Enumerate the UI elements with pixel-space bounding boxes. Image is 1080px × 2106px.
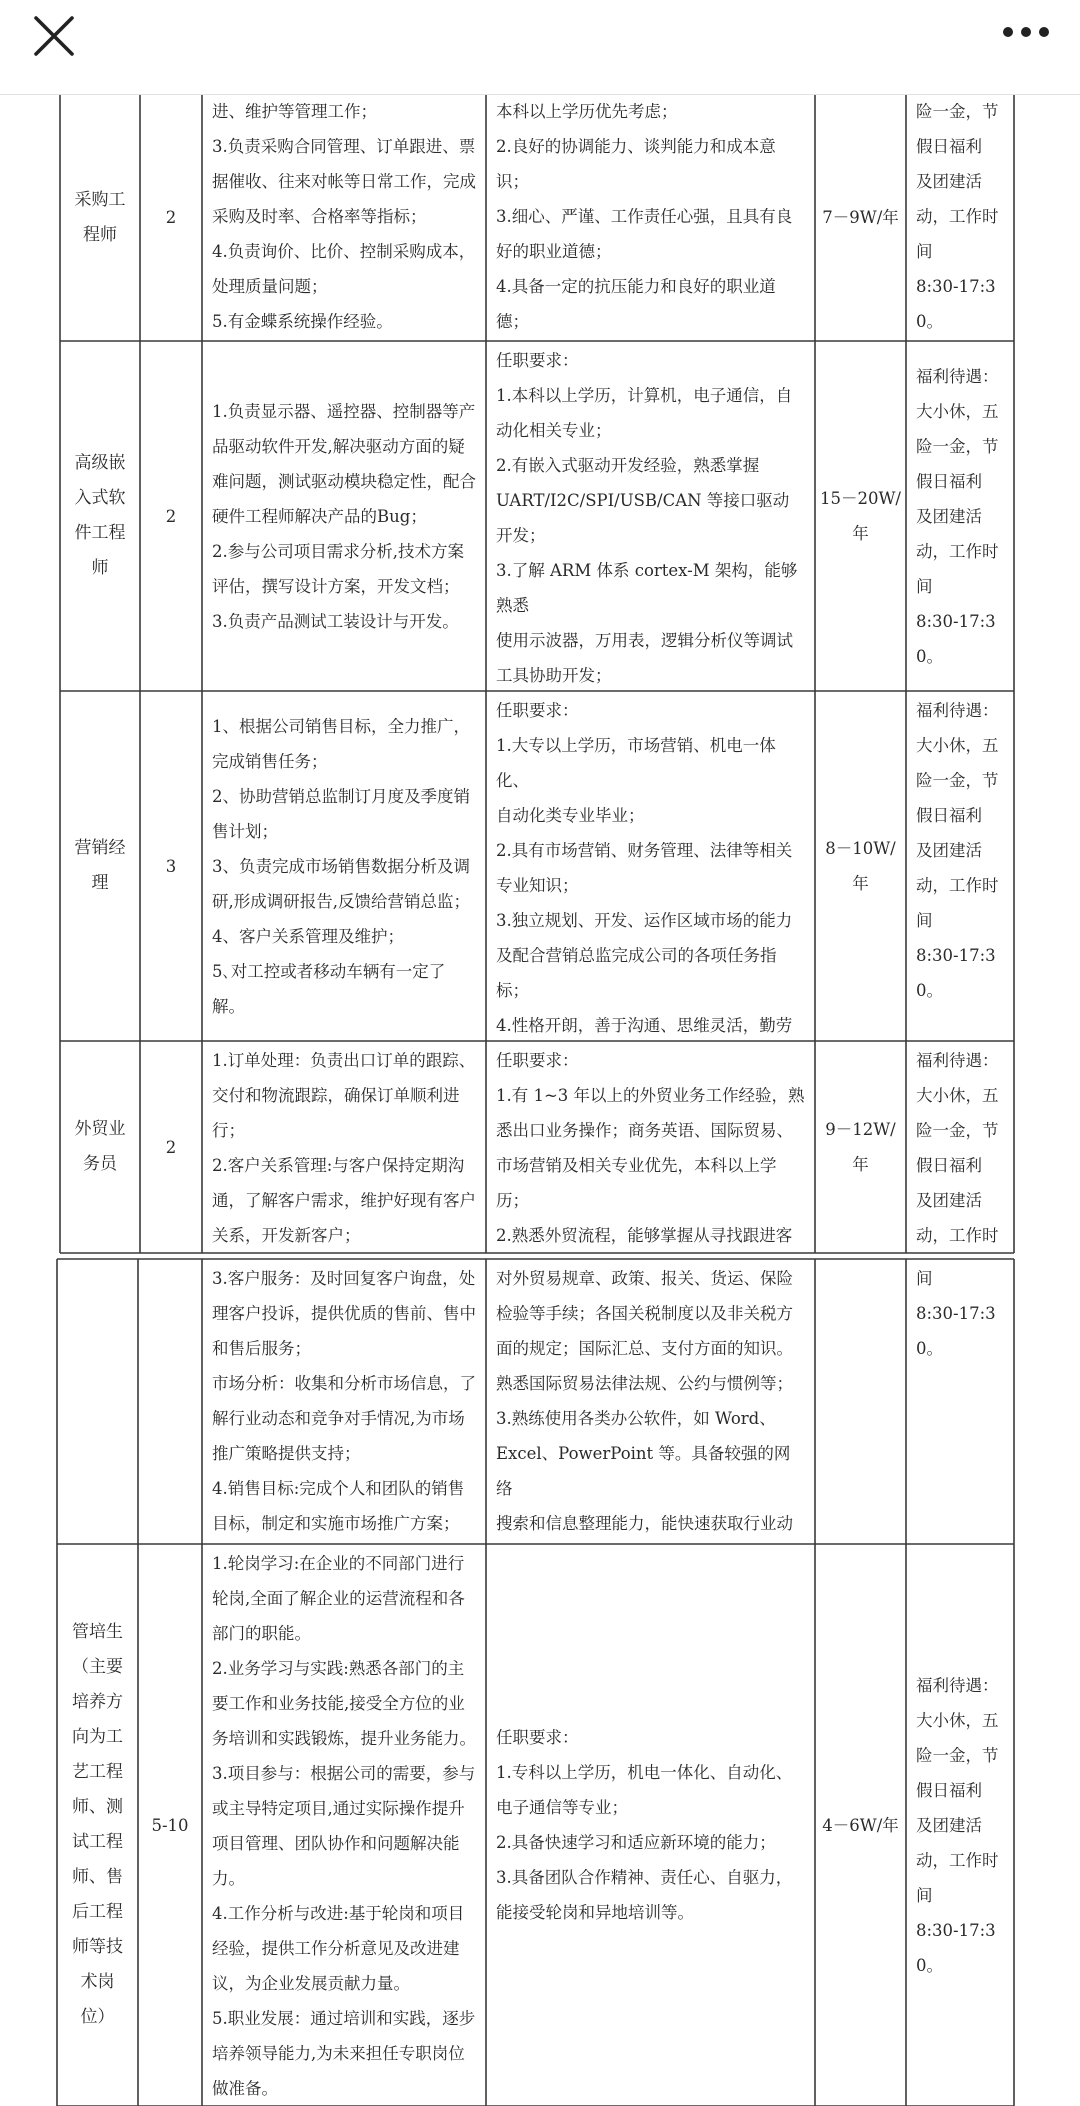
duties-line: 培养领导能力,为未来担任专职岗位: [212, 2044, 465, 2063]
more-options-button[interactable]: [1000, 12, 1052, 52]
benefits-line: 假日福利: [916, 137, 982, 156]
benefits-line: 假日福利: [916, 471, 982, 491]
job-title-line: 艺工程: [72, 1762, 123, 1782]
duties-line: 通，了解客户需求，维护好现有客户: [212, 1191, 476, 1210]
benefits-line: 动，工作时: [916, 541, 999, 561]
benefits-cell: [916, 1259, 1004, 1544]
salary-line: 15－20W/: [819, 489, 901, 508]
salary-cell: [819, 341, 902, 691]
requirements-line: 自动化类专业毕业；: [496, 806, 645, 825]
requirements-line: 1.本科以上学历，计算机，电子通信，自: [496, 386, 793, 405]
duties-line: 2.客户关系管理:与客户保持定期沟: [212, 1156, 465, 1175]
duties-line: 市场分析：收集和分析市场信息，了: [212, 1374, 476, 1393]
headcount-value: 2: [165, 506, 177, 526]
benefits-line: 及团建活: [916, 172, 982, 191]
benefits-cell: [916, 691, 1004, 1041]
duties-line: 3.客户服务：及时回复客户询盘，处: [212, 1269, 476, 1288]
duties-line: 1.订单处理：负责出口订单的跟踪、: [212, 1051, 476, 1070]
requirements-line: 悉出口业务操作；商务英语、国际贸易、: [496, 1121, 793, 1140]
requirements-line: 德；: [496, 312, 529, 331]
job-title-line: 务员: [83, 1154, 117, 1174]
requirements-line: 对外贸易规章、政策、报关、货运、保险: [496, 1269, 793, 1288]
duties-line: 目标，制定和实施市场推广方案；: [212, 1514, 460, 1533]
requirements-line: 任职要求：: [496, 351, 579, 370]
salary-cell: [819, 1544, 902, 2106]
requirements-line: 面的规定；国际汇总、支付方面的知识。: [496, 1339, 793, 1358]
duties-line: 5､对工控或者移动车辆有一定了解。: [212, 961, 446, 1016]
benefits-line: 及团建活: [916, 1191, 982, 1210]
job-title-line: 试工程: [72, 1832, 123, 1852]
more-icon: [1000, 12, 1052, 52]
job-title-cell: [61, 1544, 134, 2106]
duties-line: 进、维护等管理工作；: [212, 102, 377, 121]
duties-cell: [212, 1259, 476, 1544]
requirements-line: 检验等手续；各国关税制度以及非关税方: [496, 1304, 793, 1323]
salary-line: 4－6W/年: [822, 1815, 899, 1835]
duties-line: 1、根据公司销售目标，全力推广，: [212, 716, 470, 736]
document-table: [0, 94, 1080, 2106]
benefits-cell: [916, 1041, 1004, 1253]
job-title-line: 向为工: [72, 1727, 123, 1747]
requirements-line: 电子通信等专业；: [496, 1798, 628, 1817]
duties-line: 3.负责产品测试工装设计与开发。: [212, 611, 459, 631]
requirements-line: 4.具备一定的抗压能力和良好的职业道: [496, 277, 776, 296]
job-title-line: 师、售: [72, 1867, 123, 1887]
duties-line: 解行业动态和竞争对手情况,为市场: [212, 1409, 465, 1428]
close-icon: [30, 12, 78, 60]
duties-line: 2.业务学习与实践:熟悉各部门的主: [212, 1659, 465, 1678]
duties-line: 议，为企业发展贡献力量。: [212, 1974, 410, 1993]
requirements-line: 任职要求：: [496, 1728, 579, 1747]
benefits-line: 0。: [916, 981, 943, 1000]
benefits-line: 动，工作时: [916, 1850, 999, 1870]
requirements-line: 2.熟悉外贸流程，能够掌握从寻找跟进客: [496, 1226, 793, 1245]
job-title-line: 高级嵌: [74, 453, 126, 473]
duties-line: 关系，开发新客户；: [212, 1226, 361, 1245]
job-title-line: 管培生: [72, 1622, 123, 1642]
job-title-line: 外贸业: [74, 1119, 126, 1139]
benefits-line: 8:30-17:3: [916, 1920, 996, 1940]
requirements-line: 动化相关专业；: [496, 421, 612, 440]
duties-line: 售计划；: [212, 821, 278, 841]
requirements-line: 3.细心、严谨、工作责任心强，且具有良: [496, 207, 793, 226]
close-button[interactable]: [30, 12, 78, 60]
benefits-line: 8:30-17:3: [916, 946, 996, 965]
job-title-cell: [64, 1041, 136, 1253]
requirements-line: 市场营销及相关专业优先，本科以上学历；: [496, 1156, 777, 1210]
benefits-line: 及团建活: [916, 1815, 982, 1835]
requirements-cell: [496, 691, 805, 1041]
requirements-line: 3.独立规划、开发、运作区域市场的能力: [496, 911, 793, 930]
benefits-line: 福利待遇：: [916, 701, 999, 720]
job-title-line: （主要: [72, 1657, 123, 1677]
benefits-line: 险一金，节: [916, 1121, 999, 1140]
duties-cell: [212, 691, 476, 1041]
duties-line: 3.项目参与：根据公司的需要，参与: [212, 1764, 476, 1783]
duties-line: 4.工作分析与改进:基于轮岗和项目: [212, 1904, 465, 1923]
headcount-cell: [142, 1259, 198, 1544]
requirements-line: UART/I2C/SPI/USB/CAN 等接口驱动开发；: [496, 491, 790, 545]
duties-line: 和售后服务；: [212, 1339, 311, 1358]
duties-line: 项目管理、团队协作和问题解决能: [212, 1834, 460, 1853]
salary-cell: [819, 691, 902, 1041]
duties-line: 务培训和实践锻炼，提升业务能力。: [212, 1729, 476, 1748]
requirements-line: 本科以上学历优先考虑；: [496, 102, 678, 121]
duties-line: 交付和物流跟踪，确保订单顺利进: [212, 1086, 460, 1105]
benefits-line: 0。: [916, 646, 943, 666]
benefits-cell: [916, 1544, 1004, 2106]
duties-line: 2.参与公司项目需求分析,技术方案: [212, 541, 464, 561]
requirements-line: 搜索和信息整理能力，能快速获取行业动: [496, 1514, 793, 1533]
benefits-line: 假日福利: [916, 1156, 982, 1175]
benefits-line: 险一金，节: [916, 102, 999, 121]
duties-line: 1.负责显示器、遥控器、控制器等产: [212, 401, 476, 421]
duties-line: 做准备。: [212, 2079, 278, 2098]
duties-line: 部门的职能。: [212, 1624, 311, 1643]
benefits-line: 动，工作时: [916, 1226, 999, 1245]
benefits-line: 大小休，五: [916, 1086, 999, 1105]
requirements-line: 任职要求：: [496, 701, 579, 720]
requirements-line: 及配合营销总监完成公司的各项任务指: [496, 946, 777, 965]
duties-line: 或主导特定项目,通过实际操作提升: [212, 1799, 465, 1818]
requirements-line: 标；: [496, 981, 529, 1000]
headcount-cell: [144, 94, 198, 341]
requirements-line: 任职要求：: [496, 1051, 579, 1070]
duties-line: 4.负责询价、比价、控制采购成本，: [212, 242, 476, 261]
benefits-line: 大小休，五: [916, 1710, 999, 1730]
job-title-line: 师等技: [72, 1937, 123, 1957]
duties-line: 经验，提供工作分析意见及改进建: [212, 1939, 460, 1958]
duties-line: 推广策略提供支持；: [212, 1444, 361, 1463]
job-title-line: 程师: [83, 224, 117, 245]
job-title-cell: [64, 341, 136, 691]
requirements-line: 熟悉国际贸易法律法规、公约与惯例等；: [496, 1374, 793, 1393]
duties-cell: [212, 94, 476, 341]
job-title-line: 术岗: [80, 1972, 115, 1992]
benefits-line: 福利待遇：: [916, 366, 999, 386]
job-title-line: 理: [91, 873, 109, 893]
job-title-line: 营销经: [74, 838, 126, 858]
job-title-cell: [61, 1259, 134, 1544]
benefits-line: 间: [916, 1269, 933, 1288]
benefits-line: 动，工作时: [916, 207, 999, 226]
benefits-line: 间: [916, 911, 933, 930]
salary-line: 8－10W/: [825, 839, 896, 858]
job-title-line: 件工程: [74, 523, 126, 543]
headcount-cell: [142, 1544, 198, 2106]
benefits-line: 0。: [916, 1955, 943, 1975]
benefits-line: 假日福利: [916, 1780, 982, 1800]
benefits-line: 险一金，节: [916, 1745, 999, 1765]
salary-line: 9－12W/: [825, 1120, 896, 1139]
benefits-line: 福利待遇：: [916, 1675, 999, 1695]
benefits-line: 8:30-17:3: [916, 611, 996, 631]
requirements-line: 2.具备快速学习和适应新环境的能力；: [496, 1833, 776, 1852]
duties-line: 完成销售任务；: [212, 751, 328, 771]
benefits-line: 8:30-17:3: [916, 277, 996, 296]
duties-line: 采购及时率、合格率等指标；: [212, 207, 427, 226]
requirements-line: 1.有 1~3 年以上的外贸业务工作经验，熟: [496, 1086, 805, 1105]
requirements-line: 专业知识；: [496, 876, 579, 895]
job-title-line: 位）: [80, 2007, 115, 2027]
requirements-line: 使用示波器，万用表，逻辑分析仪等调试: [496, 631, 793, 650]
duties-line: 研,形成调研报告,反馈给营销总监；: [212, 891, 470, 911]
duties-line: 行；: [212, 1121, 245, 1140]
benefits-line: 动，工作时: [916, 876, 999, 895]
job-title-line: 师、测: [72, 1797, 123, 1817]
requirements-line: 1.大专以上学历，市场营销、机电一体化、: [496, 736, 776, 790]
benefits-line: 0。: [916, 1339, 943, 1358]
job-title-cell: [64, 691, 136, 1041]
benefits-line: 及团建活: [916, 841, 982, 860]
benefits-line: 大小休，五: [916, 736, 999, 755]
requirements-line: 3.熟练使用各类办公软件，如 Word、: [496, 1409, 776, 1428]
benefits-cell: [916, 94, 1004, 341]
requirements-line: 好的职业道德；: [496, 242, 612, 261]
headcount-value: 2: [165, 1137, 177, 1157]
benefits-line: 假日福利: [916, 806, 982, 825]
benefits-line: 福利待遇：: [916, 1051, 999, 1070]
duties-line: 品驱动软件开发,解决驱动方面的疑: [212, 436, 465, 456]
requirements-cell: [496, 1041, 805, 1253]
requirements-line: Excel、PowerPoint 等。具备较强的网络: [496, 1444, 791, 1498]
headcount-cell: [144, 691, 198, 1041]
salary-cell: [819, 1041, 902, 1253]
requirements-line: 2.具有市场营销、财务管理、法律等相关: [496, 841, 793, 860]
salary-line: 7－9W/年: [822, 208, 899, 227]
duties-line: 理客户投诉，提供优质的售前、售中: [212, 1304, 476, 1323]
duties-line: 2、协助营销总监制订月度及季度销: [212, 786, 470, 806]
requirements-line: 1.专科以上学历，机电一体化、自动化、: [496, 1763, 793, 1782]
benefits-line: 间: [916, 1885, 933, 1905]
job-title-line: 入式软: [74, 488, 126, 508]
duties-cell: [212, 1544, 476, 2106]
benefits-line: 间: [916, 242, 933, 261]
duties-line: 据催收、往来对帐等日常工作，完成: [212, 172, 476, 191]
duties-line: 5.有金蝶系统操作经验。: [212, 312, 393, 331]
job-title-line: 采购工: [74, 189, 126, 210]
requirements-line: 工具协助开发；: [496, 666, 612, 685]
job-title-cell: [64, 94, 136, 341]
benefits-line: 0。: [916, 312, 943, 331]
requirements-line: 2.有嵌入式驱动开发经验，熟悉掌握: [496, 456, 760, 475]
requirements-line: 4.性格开朗，善于沟通、思维灵活，勤劳: [496, 1016, 793, 1035]
duties-line: 4、客户关系管理及维护；: [212, 926, 404, 946]
duties-cell: [212, 341, 476, 691]
requirements-line: 3.具备团队合作精神、责任心、自驱力，: [496, 1868, 793, 1887]
salary-line: 年: [852, 874, 869, 893]
duties-line: 3.负责采购合同管理、订单跟进、票: [212, 137, 476, 156]
requirements-cell: [496, 341, 805, 691]
duties-line: 硬件工程师解决产品的Bug；: [212, 506, 427, 526]
job-title-line: 培养方: [72, 1692, 123, 1712]
benefits-line: 险一金，节: [916, 771, 999, 790]
duties-line: 1.轮岗学习:在企业的不同部门进行: [212, 1554, 465, 1573]
headcount-value: 3: [165, 856, 177, 876]
duties-line: 处理质量问题；: [212, 277, 328, 296]
requirements-cell: [496, 94, 805, 341]
job-title-line: 师: [91, 558, 109, 578]
duties-line: 难问题，测试驱动模块稳定性，配合: [212, 471, 476, 491]
duties-line: 3、负责完成市场销售数据分析及调: [212, 856, 470, 876]
salary-cell: [819, 1259, 902, 1544]
headcount-cell: [144, 341, 198, 691]
duties-line: 评估，撰写设计方案，开发文档；: [212, 576, 460, 596]
benefits-line: 大小休，五: [916, 401, 999, 421]
duties-line: 要工作和业务技能,接受全方位的业: [212, 1694, 465, 1713]
requirements-line: 2.良好的协调能力、谈判能力和成本意识；: [496, 137, 776, 191]
benefits-line: 间: [916, 576, 933, 596]
requirements-cell: [496, 1259, 805, 1544]
benefits-line: 8:30-17:3: [916, 1304, 996, 1323]
salary-line: 年: [852, 1155, 869, 1174]
job-title-line: 后工程: [72, 1902, 123, 1922]
duties-cell: [212, 1041, 476, 1253]
duties-line: 力。: [212, 1869, 245, 1888]
duties-line: 5.职业发展：通过培训和实践，逐步: [212, 2009, 476, 2028]
salary-cell: [819, 94, 902, 341]
benefits-line: 险一金，节: [916, 436, 999, 456]
headcount-cell: [144, 1041, 198, 1253]
benefits-cell: [916, 341, 1004, 691]
benefits-line: 及团建活: [916, 506, 982, 526]
headcount-value: 5-10: [151, 1815, 189, 1835]
duties-line: 轮岗,全面了解企业的运营流程和各: [212, 1589, 465, 1608]
top-bar: [0, 0, 1080, 95]
duties-line: 4.销售目标:完成个人和团队的销售: [212, 1479, 465, 1498]
requirements-line: 3.了解 ARM 体系 cortex-M 架构，能够熟悉: [496, 561, 798, 615]
requirements-cell: [496, 1544, 805, 2106]
requirements-line: 能接受轮岗和异地培训等。: [496, 1903, 694, 1922]
salary-line: 年: [852, 524, 869, 543]
headcount-value: 2: [165, 208, 177, 227]
